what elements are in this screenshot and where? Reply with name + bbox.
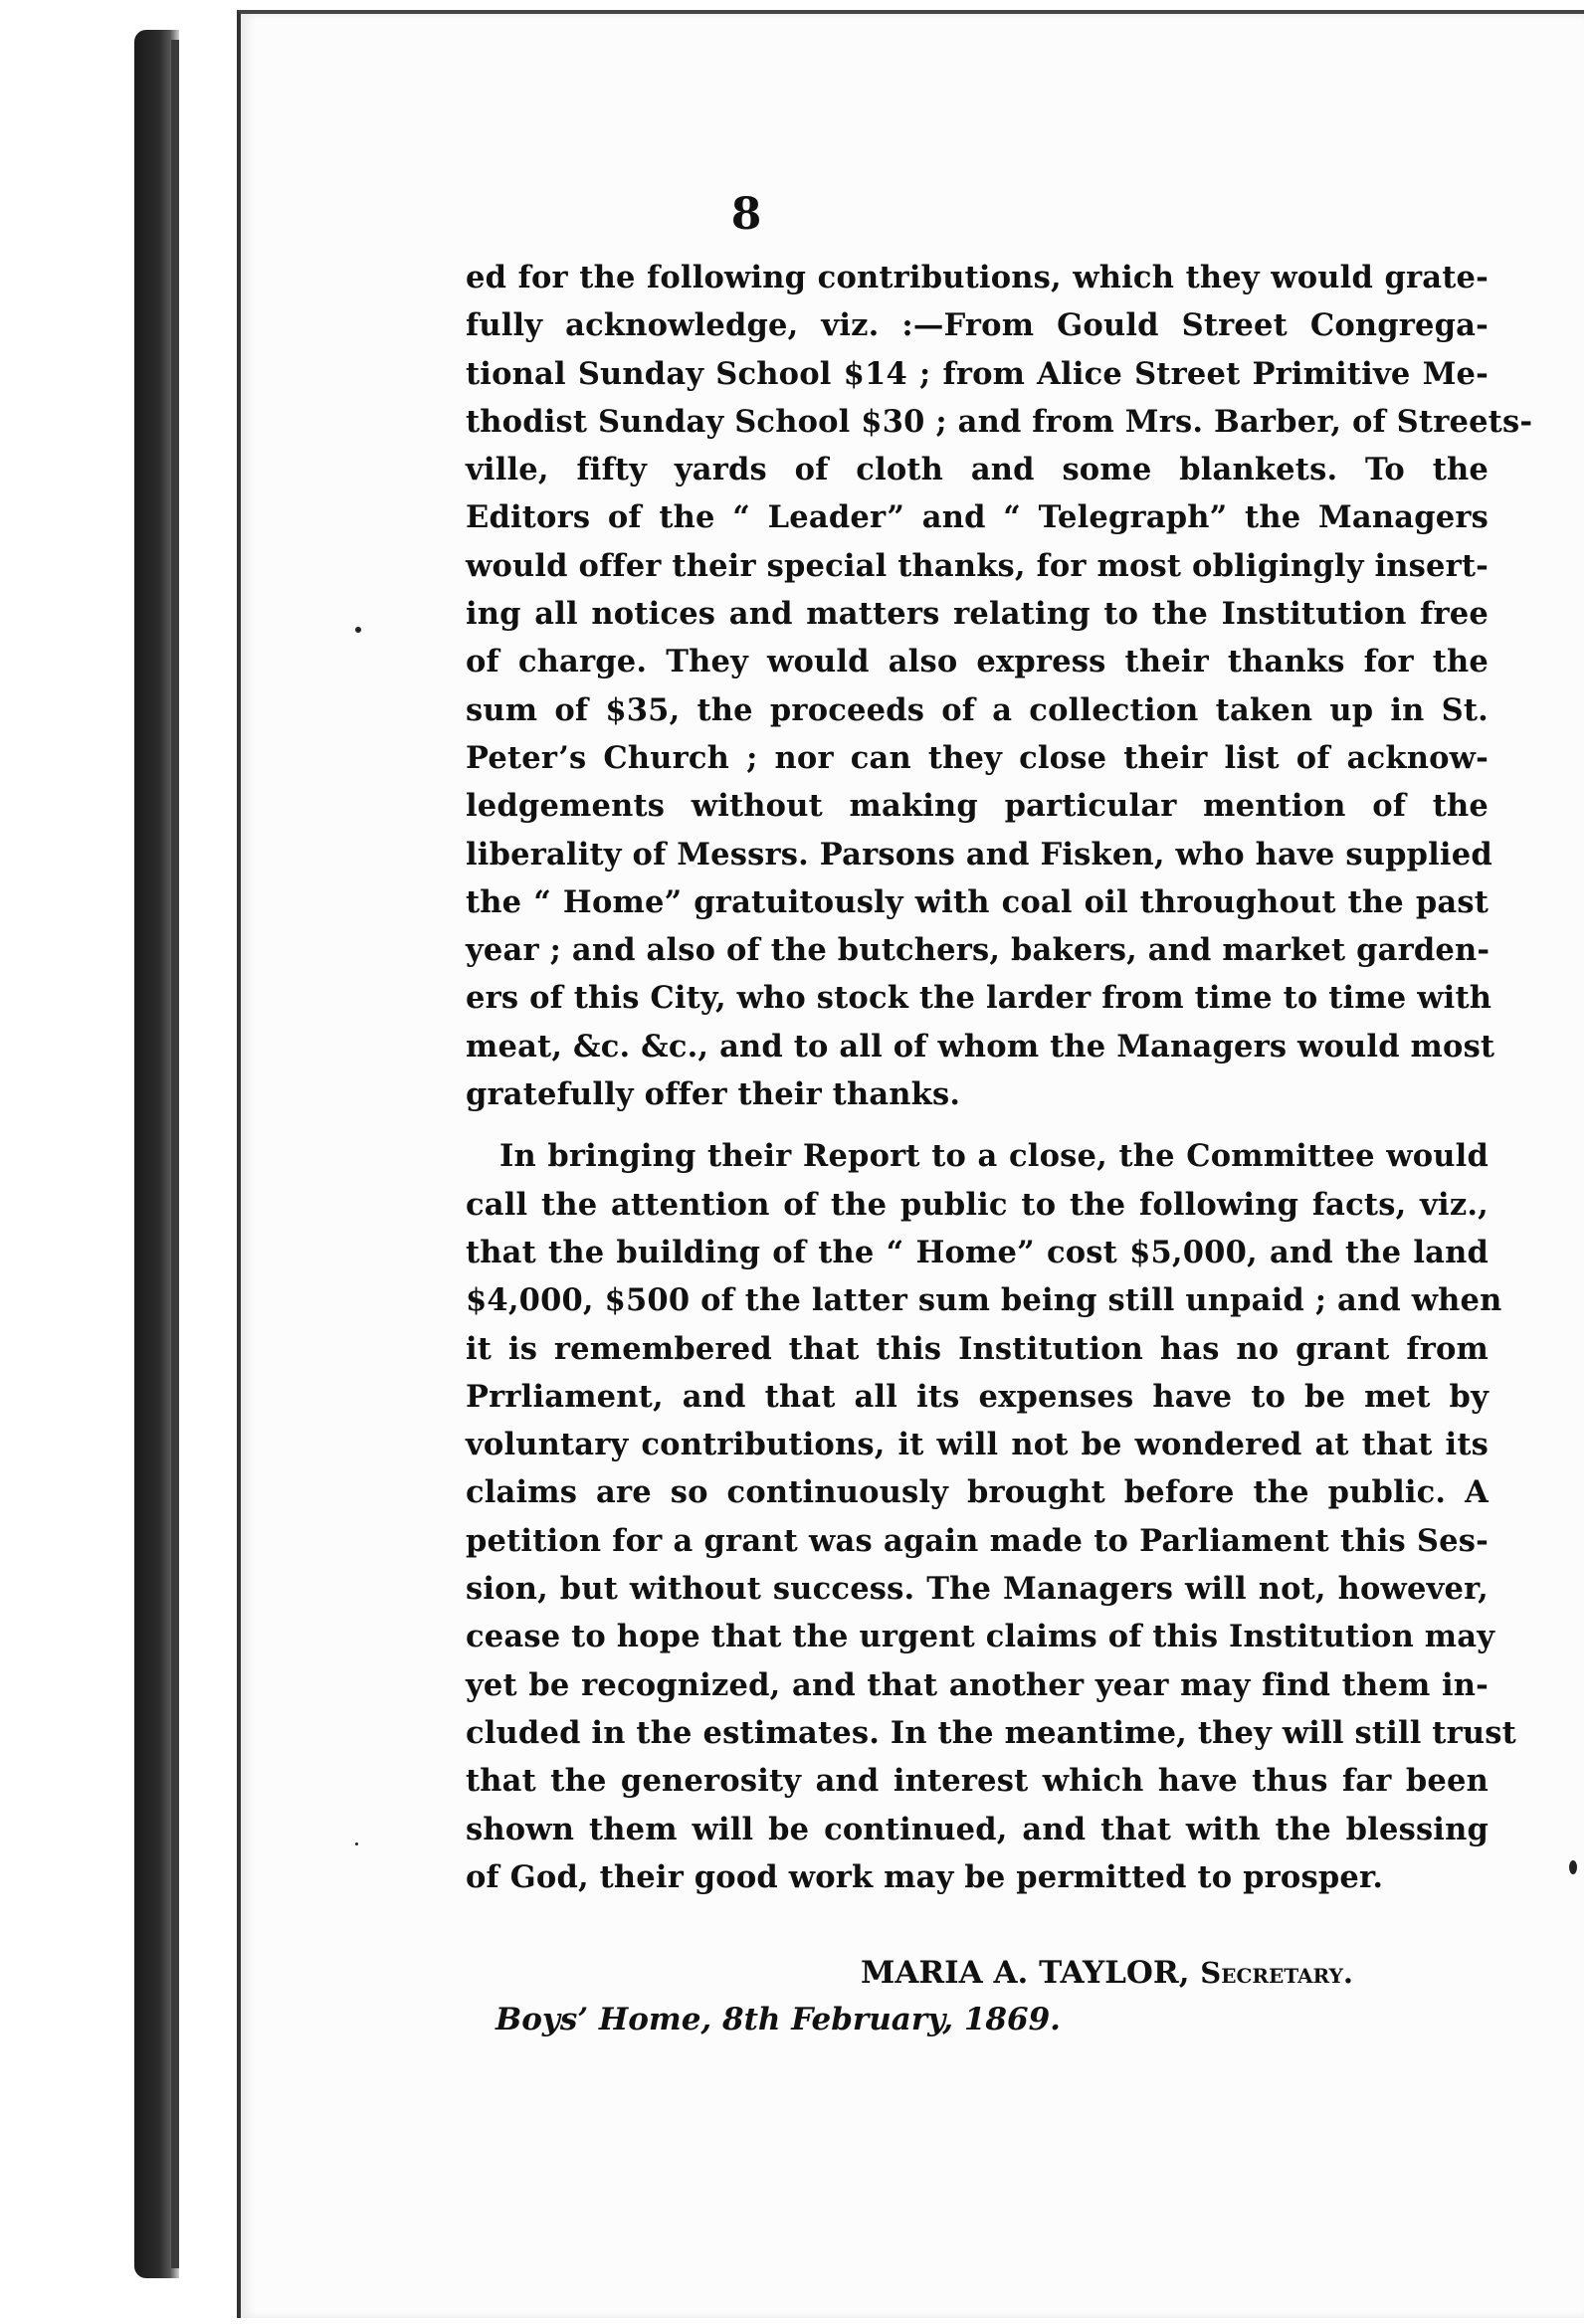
signature-name: MARIA A. TAYLOR, (861, 1955, 1190, 1991)
text-line: year ; and also of the butchers, bakers, and market garden- (466, 932, 1491, 969)
ink-speck (355, 1842, 358, 1845)
text-line: Editors of the “ Leader” and “ Telegraph” the Managers (466, 499, 1489, 536)
text-line: yet be recognized, and that another year may find them in- (466, 1666, 1489, 1703)
signature (861, 1955, 1353, 1991)
text-line: In bringing their Report to a close, the Committee would (499, 1138, 1489, 1175)
text-line: that the building of the “ Home” cost $5,000, and the land (466, 1234, 1489, 1270)
text-line: would offer their special thanks, for most obligingly insert- (466, 547, 1489, 584)
text-line: sion, but without success. The Managers will not, however, (466, 1571, 1489, 1608)
book-spine-shadow (171, 40, 179, 2268)
paragraph-closing (466, 1132, 1516, 1901)
text-line: that the generosity and interest which have thus far been (466, 1763, 1489, 1800)
text-line: of charge. They would also express their thanks for the (466, 644, 1489, 680)
dateline: Boys’ Home, 8th February, 1869. (496, 2002, 1061, 2037)
page-number: 8 (730, 189, 762, 240)
text-line: claims are so continuously brought before the public. A (466, 1474, 1489, 1511)
text-line: gratefully offer their thanks. (466, 1076, 961, 1113)
text-line: petition for a grant was again made to Parliament this Ses- (466, 1522, 1489, 1559)
text-line: of God, their good work may be permitted to prosper. (466, 1858, 1384, 1895)
text-line: fully acknowledge, viz. :—From Gould Street Congrega- (466, 307, 1489, 344)
ink-speck (1569, 1860, 1577, 1874)
text-line: meat, &c. &c., and to all of whom the Managers would most (466, 1028, 1495, 1065)
text-line: ed for the following contributions, which they would grate- (466, 260, 1489, 295)
text-line: ers of this City, who stock the larder from time to time with (466, 980, 1492, 1017)
paragraph-acknowledgements (466, 254, 1533, 1118)
text-line: Peter’s Church ; nor can they close their list of acknow- (466, 739, 1489, 776)
text-line: cluded in the estimates. In the meantime, they will still trust (466, 1714, 1516, 1751)
text-line: Prrliament, and that all its expenses have to be met by (466, 1378, 1489, 1415)
text-line: cease to hope that the urgent claims of this Institution may (466, 1619, 1495, 1655)
text-line: $4,000, $500 of the latter sum being still unpaid ; and when (466, 1282, 1502, 1319)
text-line: shown them will be continued, and that with the blessing (466, 1811, 1489, 1847)
text-line: ing all notices and matters relating to the Institution free (466, 596, 1489, 633)
paragraph-gap (466, 1118, 1489, 1132)
text-line: ville, fifty yards of cloth and some blankets. To the (466, 452, 1489, 488)
text-line: ledgements without making particular mention of the (466, 788, 1489, 825)
text-line: thodist Sunday School $30 ; and from Mrs. Barber, of Streets- (466, 403, 1533, 440)
signature-title: Secretary. (1200, 1956, 1353, 1990)
text-line: call the attention of the public to the following facts, viz., (466, 1186, 1489, 1223)
text-line: it is remembered that this Institution has no grant from (466, 1330, 1489, 1367)
text-line: voluntary contributions, it will not be wondered at that its (466, 1427, 1489, 1463)
ink-speck (355, 627, 361, 633)
body-text (466, 254, 1533, 1901)
text-line: sum of $35, the proceeds of a collection taken up in St. (466, 691, 1489, 728)
text-line: tional Sunday School $14 ; from Alice Street Primitive Me- (466, 355, 1489, 392)
text-line: liberality of Messrs. Parsons and Fisken, who have supplied (466, 836, 1492, 872)
text-line: the “ Home” gratuitously with coal oil throughout the past (466, 883, 1489, 920)
